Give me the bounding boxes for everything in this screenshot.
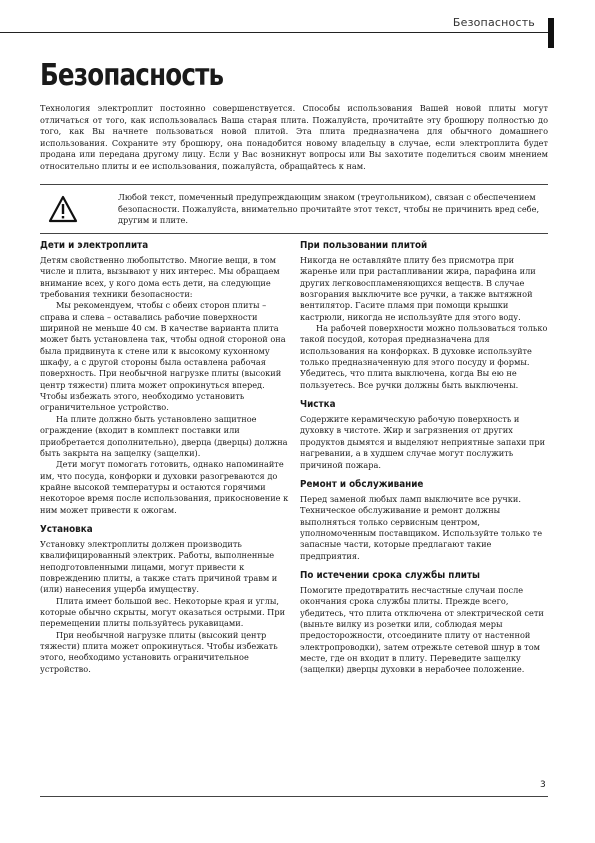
header-rule-line (0, 32, 548, 33)
footer-rule-line (40, 796, 548, 797)
warning-triangle-icon (48, 195, 78, 223)
endoflife-paragraph-1: Помогите предотвратить несчастные случаи после окончания срока службы плиты. Прежде всего, убедитесь, что плита отключена от электрической сети (выньте вилку из розетки или, соблюдая меры предосторожности, отсоедините плиту от настенной электропроводки), затем отрежьте сетевой шнур в том месте, где он входит в плиту. Переведите защелку (защелки) дверцы духовки в нерабочее положение. (300, 584, 544, 675)
header-edge-tab (548, 18, 554, 48)
children-paragraph-3: На плите должно быть установлено защитное ограждение (входит в комплект поставки или приобретается дополнительно), дверца (дверцы) должна быть закрыта на защелку (защелки). (40, 413, 288, 458)
left-column (40, 240, 290, 675)
usage-paragraph-1: Никогда не оставляйте плиту без присмотра при жаренье или при растапливании жира, парафина или других легковоспламеняющихся веществ. В случае возгорания выключите все ручки, а также вытяжной вентилятор. Гасите пламя при помощи крышки кастрюли, никогда не используйте для этого воду. (300, 255, 536, 322)
section-title-children: Дети и электроплита (40, 240, 149, 251)
warning-top-divider (40, 184, 548, 185)
intro-paragraph: Технология электроплит постоянно совершенствуется. Способы использования Вашей новой плиты могут отличаться от того, как использовалась Ваша старая плита. Пожалуйста, прочитайте эту брошюру полностью до того, как Вы начнете пользоваться новой плитой. Эта плита предназначена для обычного домашнего использования. Сохраните эту брошюру, она понадобится новому владельцу в случае, если электроплита будет продана или передана другому лицу. Если у Вас возникнут вопросы или Вы захотите поделиться своим мнением относительно плиты и ее использования, пожалуйста, обращайтесь к нам. (40, 103, 548, 171)
install-paragraph-2: Плита имеет большой вес. Некоторые края и углы, которые обычно скрыты, могут оказаться острыми. При перемещении плиты пользуйтесь рукавицами. (40, 595, 286, 629)
page-title: Безопасность (40, 58, 224, 93)
cleaning-paragraph-1: Содержите керамическую рабочую поверхность и духовку в чистоте. Жир и загрязнения от других продуктов дымятся и выделяют неприятные запахи при нагревании, а в худшем случае могут послужить причиной пожара. (300, 414, 546, 470)
section-title-endoflife: По истечении срока службы плиты (300, 569, 481, 581)
children-paragraph-4: Дети могут помогать готовить, однако напоминайте им, что посуда, конфорки и духовки разогреваются до крайне высокой температуры и остаются горячими некоторое время после использования, прикосновение к ним может привести к ожогам. (40, 459, 289, 515)
section-title-cleaning: Чистка (300, 399, 336, 411)
warning-bottom-divider (40, 233, 548, 234)
section-title-install: Установка (40, 523, 93, 535)
section-title-repair: Ремонт и обслуживание (300, 478, 424, 490)
install-paragraph-3: При необычной нагрузке плиты (высокий центр тяжести) плита может опрокинуться. Чтобы избежать этого, необходимо установить ограничительное устройство. (40, 629, 278, 674)
running-header-title: Безопасность (452, 16, 535, 29)
page-number: 3 (540, 780, 546, 790)
warning-text: Любой текст, помеченный предупреждающим знаком (треугольником), связан с обеспечением безопасности. Пожалуйста, внимательно прочитайте этот текст, чтобы не причинить вред себе, другим и плите. (118, 192, 540, 226)
section-title-usage: При пользовании плитой (300, 240, 428, 251)
children-paragraph-2: Мы рекомендуем, чтобы с обеих сторон плиты – справа и слева – оставались рабочие поверхности шириной не меньше 40 см. В качестве варианта плита может быть установлена так, чтобы одной стороной она была придвинута к стене или к высокому кухонному шкафу, а с другой стороны была оставлена рабочая поверхность. При необычной нагрузке плиты (высокий центр тяжести) плита может опрокинуться вперед. Чтобы избежать этого, необходимо установить ограничительное устройство. (40, 300, 286, 413)
install-paragraph-1: Установку электроплиты должен производить квалифицированный электрик. Работы, выполненные неподготовленными лицами, могут привести к повреждению плиты, а также стать причиной травм и (или) нанесения ущерба имуществу. (40, 538, 278, 595)
usage-paragraph-2: На рабочей поверхности можно пользоваться только такой посудой, которая предназначена для использования на конфорках. В духовке используйте только предназначенную для этого посуду и формы. Убедитесь, что плита выключена, когда Вы ею не пользуетесь. Все ручки должны быть выключены. (300, 323, 548, 390)
right-column (300, 240, 550, 676)
repair-paragraph-1: Перед заменой любых ламп выключите все ручки. Техническое обслуживание и ремонт должны выполняться только сервисным центром, уполномоченным поставщиком. Используйте только те запасные части, которые предлагают такие предприятия. (300, 493, 543, 561)
children-paragraph-1: Детям свойственно любопытство. Многие вещи, в том числе и плита, вызывают у них интерес. Мы обращаем внимание всех, у кого дома есть дети, на следующие требования техники безопасности: (40, 255, 280, 300)
